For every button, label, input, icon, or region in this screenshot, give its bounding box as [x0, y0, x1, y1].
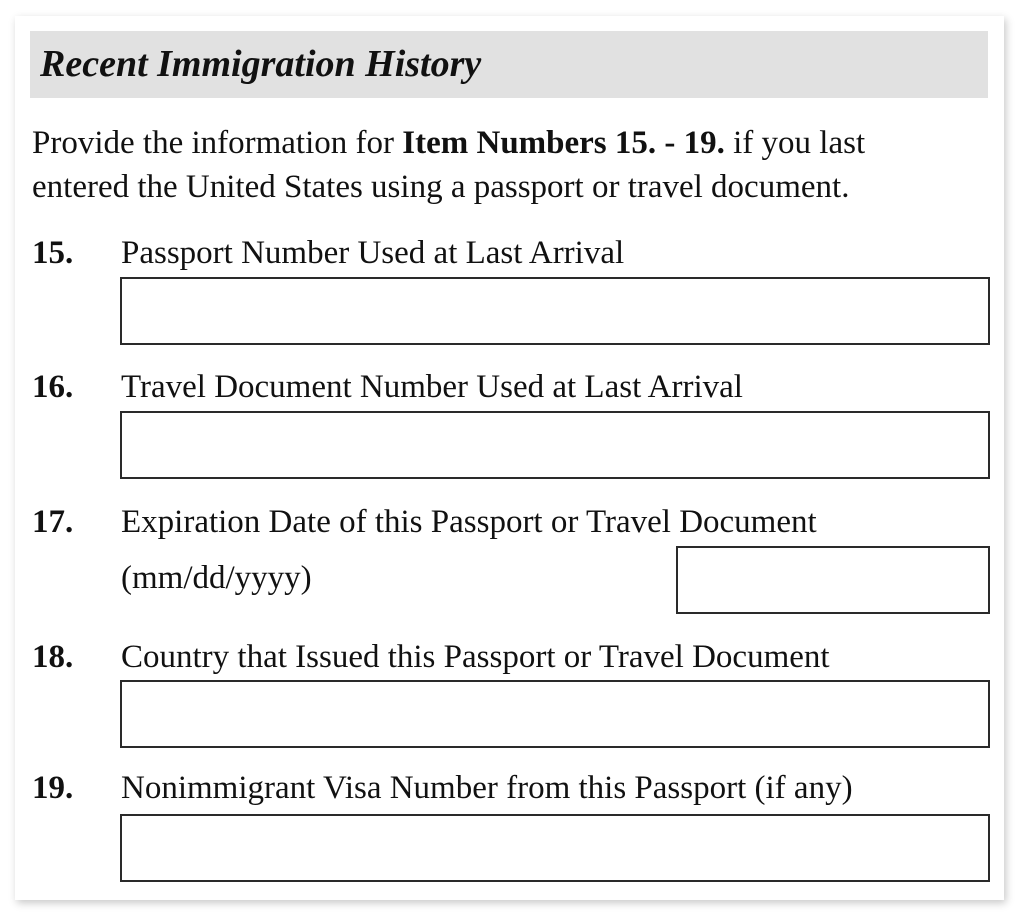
- passport-number-field[interactable]: [120, 277, 990, 345]
- visa-number-field[interactable]: [120, 814, 990, 882]
- item-number-19: 19.: [32, 770, 74, 806]
- item-number-18: 18.: [32, 639, 74, 675]
- date-format-hint: (mm/dd/yyyy): [121, 560, 312, 596]
- item-label-expiration-date: Expiration Date of this Passport or Travel Document: [121, 504, 817, 540]
- travel-document-number-field[interactable]: [120, 411, 990, 479]
- section-instructions: [32, 121, 992, 209]
- item-number-17: 17.: [32, 504, 74, 540]
- item-range-bold: Item Numbers 15. - 19.: [402, 125, 725, 161]
- instructions-text: if you last: [724, 125, 866, 161]
- item-label-travel-document-number: Travel Document Number Used at Last Arrival: [121, 369, 743, 405]
- item-label-passport-number: Passport Number Used at Last Arrival: [121, 235, 625, 271]
- item-label-visa-number: Nonimmigrant Visa Number from this Passport (if any): [121, 770, 853, 806]
- section-header: [30, 31, 988, 98]
- item-number-16: 16.: [32, 369, 74, 405]
- instructions-text: Provide the information for: [32, 125, 403, 161]
- section-title: Recent Immigration History: [40, 43, 482, 85]
- instructions-line-2: entered the United States using a passport or travel document.: [32, 169, 850, 205]
- item-label-issuing-country: Country that Issued this Passport or Travel Document: [121, 639, 830, 675]
- instructions-line-1: [32, 121, 992, 165]
- expiration-date-field[interactable]: [676, 546, 990, 614]
- issuing-country-field[interactable]: [120, 680, 990, 748]
- item-number-15: 15.: [32, 235, 74, 271]
